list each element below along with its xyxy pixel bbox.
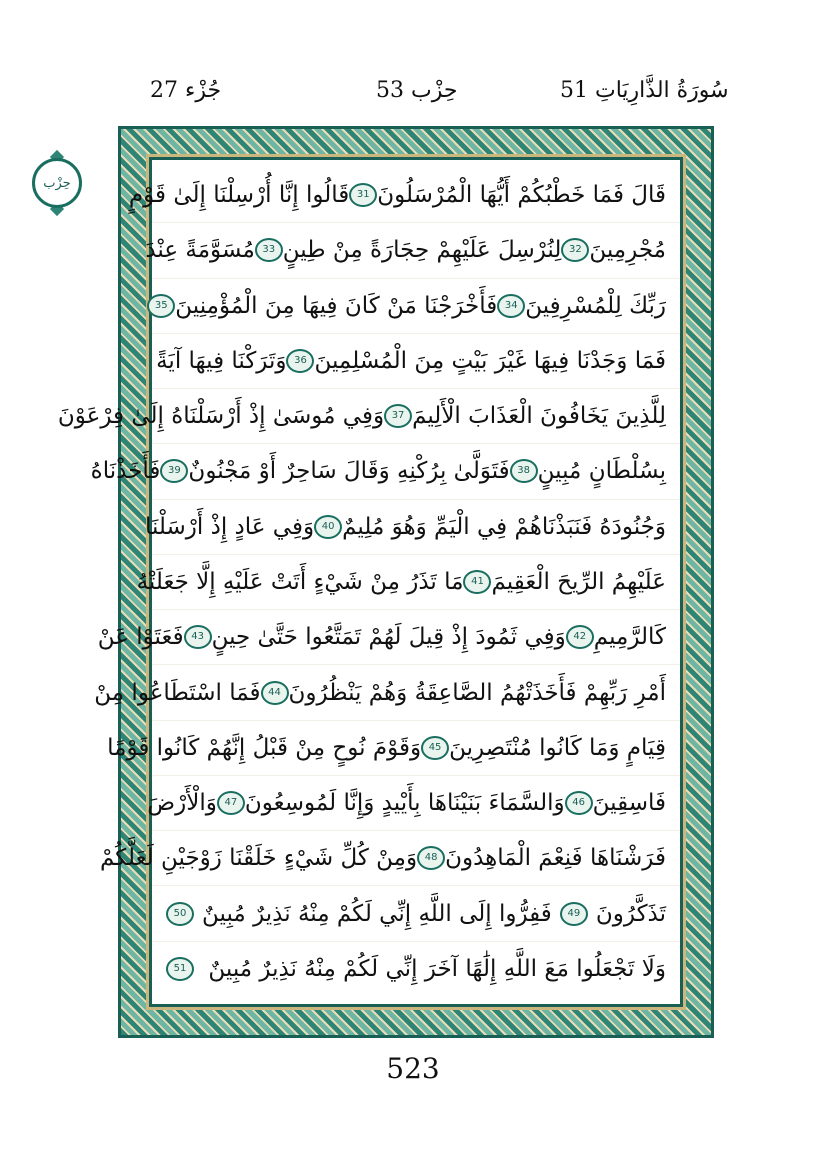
juz-label: جُزْء 27 xyxy=(150,78,222,103)
ayah-number-marker: 50 xyxy=(166,902,194,926)
verse-text: بِسُلْطَانٍ مُبِينٍ xyxy=(537,458,666,485)
verse-text: مُسَوَّمَةً عِنْدَ xyxy=(145,237,255,264)
verse-line xyxy=(152,886,680,941)
verse-line xyxy=(152,334,680,389)
verse-text: لِنُرْسِلَ عَلَيْهِمْ حِجَارَةً مِنْ طِينٍ xyxy=(282,237,562,264)
verse-text: وَمِنْ كُلِّ شَيْءٍ خَلَقْنَا زَوْجَيْنِ لَعَلَّكُمْ xyxy=(99,845,418,872)
verse-line xyxy=(57,389,680,444)
ayah-number-marker: 36 xyxy=(286,349,314,373)
verse-text: قَالَ فَمَا خَطْبُكُمْ أَيُّهَا الْمُرْسَلُونَ xyxy=(377,182,666,209)
ayah-number-marker: 35 xyxy=(147,294,175,318)
verse-line xyxy=(94,665,680,720)
verse-text: فَمَا اسْتَطَاعُوا مِنْ xyxy=(94,679,261,706)
ayah-number-marker: 34 xyxy=(497,294,525,318)
verse-text: وَقَوْمَ نُوحٍ مِنْ قَبْلُ إِنَّهُمْ كَانُوا قَوْمًا xyxy=(107,734,422,761)
ayah-number-marker: 31 xyxy=(349,183,377,207)
ayah-number-marker: 38 xyxy=(510,459,538,483)
hizb-marker-icon xyxy=(26,152,88,214)
ayah-number-marker: 42 xyxy=(566,625,594,649)
ayah-number-marker: 40 xyxy=(314,515,342,539)
ayah-number-marker: 47 xyxy=(217,791,245,815)
ayah-number-marker: 51 xyxy=(166,957,194,981)
verse-line xyxy=(128,168,680,223)
verse-text: لِلَّذِينَ يَخَافُونَ الْعَذَابَ الْأَلِيمَ xyxy=(412,403,666,430)
ayah-number-marker: 48 xyxy=(417,846,445,870)
verse-text: مُجْرِمِينَ xyxy=(589,237,666,264)
verse-text: قَالُوا إِنَّا أُرْسِلْنَا إِلَىٰ قَوْمٍ xyxy=(128,182,350,209)
ayah-number-marker: 44 xyxy=(261,681,289,705)
verse-text: وَلَا تَجْعَلُوا مَعَ اللَّهِ إِلَٰهًا آخَرَ إِنِّي لَكُمْ مِنْهُ نَذِيرٌ مُبِينٌ xyxy=(208,955,666,982)
surah-title: 51 سُورَةُ الذَّارِيَاتِ xyxy=(560,78,729,103)
verse-text: كَالرَّمِيمِ xyxy=(593,624,666,651)
page-number: 523 xyxy=(386,1052,440,1085)
verse-text: فَرَشْنَاهَا فَنِعْمَ الْمَاهِدُونَ xyxy=(445,845,666,872)
verse-line xyxy=(107,721,680,776)
ayah-number-marker: 43 xyxy=(184,625,212,649)
hizb-label: حِزْب 53 xyxy=(376,78,458,103)
verse-text: وَفِي عَادٍ إِذْ أَرْسَلْنَا xyxy=(144,513,315,540)
ayah-number-marker: 49 xyxy=(560,902,588,926)
verse-text: وَالْأَرْضَ xyxy=(147,790,217,817)
verse-text: فَاسِقِينَ xyxy=(592,790,666,817)
verse-text: وَجُنُودَهُ فَنَبَذْنَاهُمْ فِي الْيَمِّ وَهُوَ مُلِيمٌ xyxy=(342,513,666,540)
verse-text: رَبِّكَ لِلْمُسْرِفِينَ xyxy=(525,292,666,319)
ayah-number-marker: 45 xyxy=(421,736,449,760)
verse-text: تَذَكَّرُونَ xyxy=(595,900,666,927)
ayah-number-marker: 32 xyxy=(561,238,589,262)
verse-line xyxy=(136,555,680,610)
verse-text: مَا تَذَرُ مِنْ شَيْءٍ أَتَتْ عَلَيْهِ إِلَّا جَعَلَتْهُ xyxy=(136,568,464,595)
verse-line xyxy=(99,831,680,886)
ayah-number-marker: 37 xyxy=(384,404,412,428)
verse-line xyxy=(147,776,680,831)
verse-text: عَلَيْهِمُ الرِّيحَ الْعَقِيمَ xyxy=(491,568,666,595)
verse-line xyxy=(97,610,680,665)
verse-text: فَأَخَذْنَاهُ xyxy=(90,458,161,485)
verse-text: فَتَوَلَّىٰ بِرُكْنِهِ وَقَالَ سَاحِرٌ أَوْ مَجْنُونٌ xyxy=(188,458,510,485)
ayah-number-marker: 41 xyxy=(463,570,491,594)
verse-text: فَأَخْرَجْنَا مَنْ كَانَ فِيهَا مِنَ الْمُؤْمِنِينَ xyxy=(175,292,498,319)
verse-text: فَعَتَوْا عَنْ xyxy=(97,624,184,651)
verse-line xyxy=(144,500,680,555)
verse-text: وَالسَّمَاءَ بَنَيْنَاهَا بِأَيْيدٍ وَإِنَّا لَمُوسِعُونَ xyxy=(244,790,565,817)
ayah-number-marker: 39 xyxy=(160,459,188,483)
verse-text: أَمْرِ رَبِّهِمْ فَأَخَذَتْهُمُ الصَّاعِقَةُ وَهُمْ يَنْظُرُونَ xyxy=(288,679,666,706)
verse-line xyxy=(152,279,680,334)
verse-text: فَمَا وَجَدْنَا فِيهَا غَيْرَ بَيْتٍ مِنَ الْمُسْلِمِينَ xyxy=(314,347,666,374)
ayah-number-marker: 33 xyxy=(255,238,283,262)
verse-line xyxy=(90,444,680,499)
verse-text: وَتَرَكْنَا فِيهَا آيَةً xyxy=(156,347,287,374)
ayah-number-marker: 46 xyxy=(565,791,593,815)
verse-line xyxy=(145,223,680,278)
verse-line xyxy=(152,942,680,996)
verse-text: وَفِي مُوسَىٰ إِذْ أَرْسَلْنَاهُ إِلَىٰ فِرْعَوْنَ xyxy=(57,403,385,430)
hizb-marker-label: حِزْب xyxy=(43,175,71,191)
verse-text: وَفِي ثَمُودَ إِذْ قِيلَ لَهُمْ تَمَتَّعُوا حَتَّىٰ حِينٍ xyxy=(211,624,566,651)
verse-text: فَفِرُّوا إِلَى اللَّهِ إِنِّي لَكُمْ مِنْهُ نَذِيرٌ مُبِينٌ xyxy=(202,900,552,927)
verse-text: قِيَامٍ وَمَا كَانُوا مُنْتَصِرِينَ xyxy=(449,734,666,761)
